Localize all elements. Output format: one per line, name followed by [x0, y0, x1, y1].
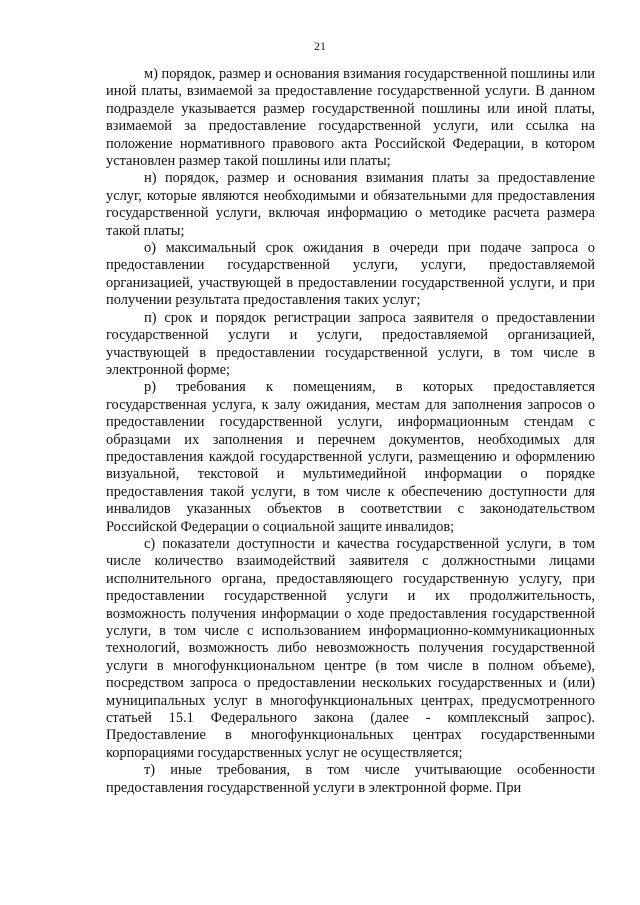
paragraph-item-r: р) требования к помещениям, в которых предоставляется государственная услуга, к залу ожидания, местам для заполнения запросов о предоставлении государственной услуги, информационным стендам с образцами их заполнения и перечнем документов, необходимых для предоставления каждой государственной услуги, размещению и оформлению визуальной, текстовой и мультимедийной информации о порядке предоставления такой услуги, в том числе к обеспечению доступности для инвалидов указанных объектов в соответствии с законодательством Российской Федерации о социальной защите инвалидов;: [106, 379, 595, 535]
paragraph-item-m: м) порядок, размер и основания взимания государственной пошлины или иной платы, взимаемой за предоставление государственной услуги. В данном подразделе указывается размер государственной пошлины или иной платы, взимаемой за предоставление государственной услуги, или ссылка на положение нормативного правового акта Российской Федерации, в котором установлен размер такой пошлины или платы;: [106, 66, 595, 170]
paragraph-item-t: т) иные требования, в том числе учитывающие особенности предоставления государственной услуги в электронной форме. При: [106, 762, 595, 796]
paragraph-item-p: п) срок и порядок регистрации запроса заявителя о предоставлении государственной услуги и услуги, предоставляемой организацией, участвующей в предоставлении государственной услуги, в том числе в электронной форме;: [106, 309, 595, 378]
paragraph-item-n: н) порядок, размер и основания взимания платы за предоставление услуг, которые являются необходимыми и обязательными для предоставления государственной услуги, включая информацию о методике расчета размера такой платы;: [106, 170, 595, 239]
paragraph-item-o: о) максимальный срок ожидания в очереди при подаче запроса о предоставлении государственной услуги, услуги, предоставляемой организацией, участвующей в предоставлении государственной услуги, и при получении результата предоставления таких услуг;: [106, 240, 595, 309]
paragraph-item-s: с) показатели доступности и качества государственной услуги, в том числе количество взаимодействий заявителя с должностными лицами исполнительного органа, предоставляющего государственную услугу, при предоставлении государственной услуги и их продолжительность, возможность получения информации о ходе предоставления государственной услуги, в том числе с использованием информационно-коммуникационных технологий, возможность либо невозможность получения государственной услуги в многофункциональном центре (в том числе в полном объеме), посредством запроса о предоставлении нескольких государственных и (или) муниципальных услуг в многофункциональных центрах, предусмотренного статьей 15.1 Федерального закона (далее - комплексный запрос). Предоставление в многофункциональных центрах государственными корпорациями государственных услуг не осуществляется;: [106, 535, 595, 761]
page-number: 21: [314, 39, 326, 53]
document-body: [106, 66, 595, 797]
